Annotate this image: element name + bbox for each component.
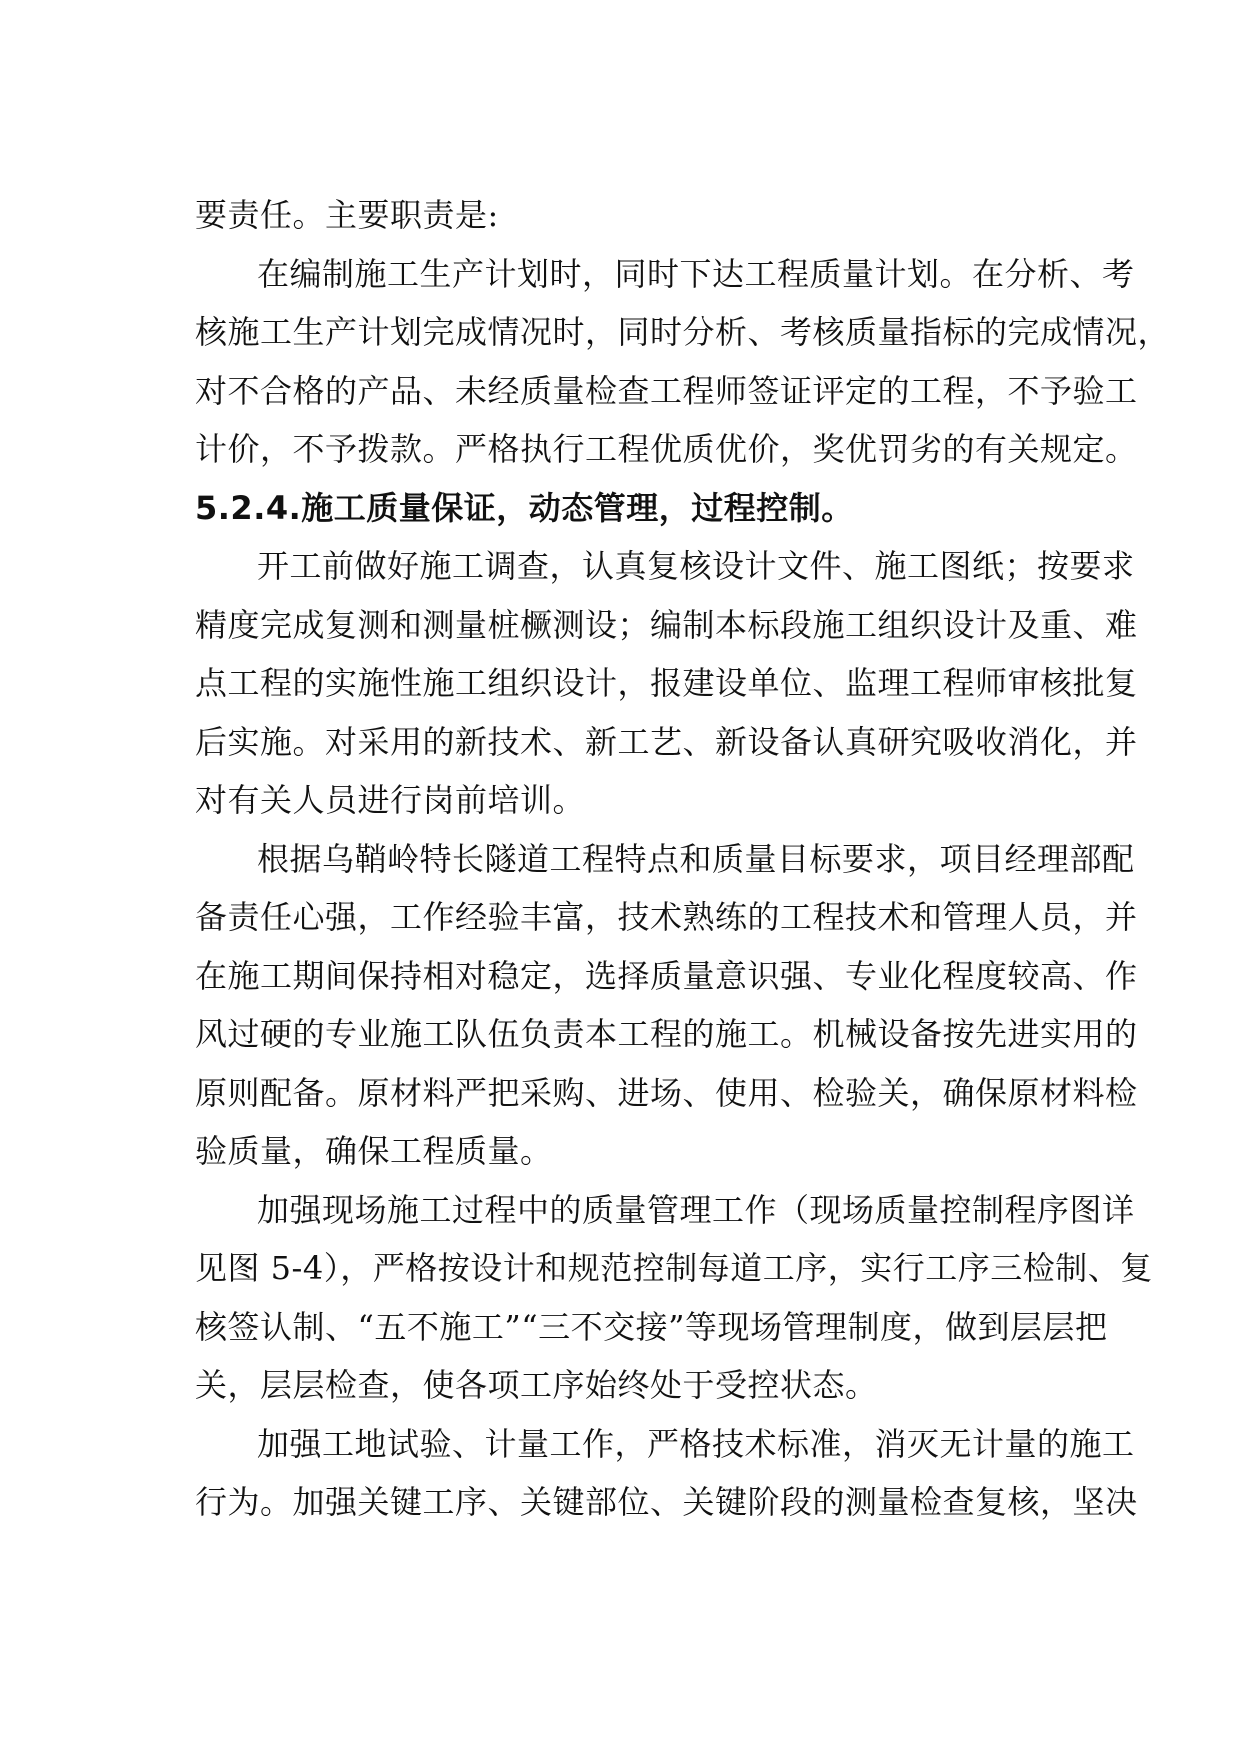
text-line: 对有关人员进行岗前培训。 [195,781,586,819]
text-line: 开工前做好施工调查，认真复核设计文件、施工图纸；按要求 [257,547,1135,585]
text-line: 加强工地试验、计量工作，严格技术标准，消灭无计量的施工 [257,1424,1135,1463]
section-heading: 5.2.4.施工质量保证，动态管理，过程控制。 [195,488,854,527]
text-line: 备责任心强，工作经验丰富，技术熟练的工程技术和管理人员，并 [195,898,1138,936]
text-line: 根据乌鞘岭特长隧道工程特点和质量目标要求，项目经理部配 [257,839,1135,878]
text-line: 后实施。对采用的新技术、新工艺、新设备认真研究吸收消化，并 [195,722,1138,761]
text-line: 精度完成复测和测量桩橛测设；编制本标段施工组织设计及重、难 [195,605,1138,644]
text-line: 原则配备。原材料严把采购、进场、使用、检验关，确保原材料检 [195,1073,1138,1112]
text-line: 在编制施工生产计划时，同时下达工程质量计划。在分析、考 [257,254,1135,293]
body-text [195,186,1171,1532]
text-line: 计价，不予拨款。严格执行工程优质优价，奖优罚劣的有关规定。 [195,430,1138,468]
text-line: 要责任。主要职责是: [195,196,499,234]
text-line: 对不合格的产品、未经质量检查工程师签证评定的工程，不予验工 [195,371,1138,410]
text-line: 点工程的实施性施工组织设计，报建设单位、监理工程师审核批复 [195,664,1138,702]
text-line: 核施工生产计划完成情况时，同时分析、考核质量指标的完成情况， [195,313,1171,351]
text-line: 验质量，确保工程质量。 [195,1132,553,1170]
text-line: 加强现场施工过程中的质量管理工作（现场质量控制程序图详 [257,1190,1135,1229]
text-line: 行为。加强关键工序、关键部位、关键阶段的测量检查复核，坚决 [195,1483,1138,1521]
text-line: 见图 5-4），严格按设计和规范控制每道工序，实行工序三检制、复 [195,1249,1153,1287]
text-line: 关，层层检查，使各项工序始终处于受控状态。 [195,1366,878,1404]
text-line: 在施工期间保持相对稳定，选择质量意识强、专业化程度较高、作 [195,956,1138,995]
text-line: 风过硬的专业施工队伍负责本工程的施工。机械设备按先进实用的 [195,1015,1138,1053]
text-line: 核签认制、“五不施工”“三不交接”等现场管理制度，做到层层把 [195,1307,1108,1346]
